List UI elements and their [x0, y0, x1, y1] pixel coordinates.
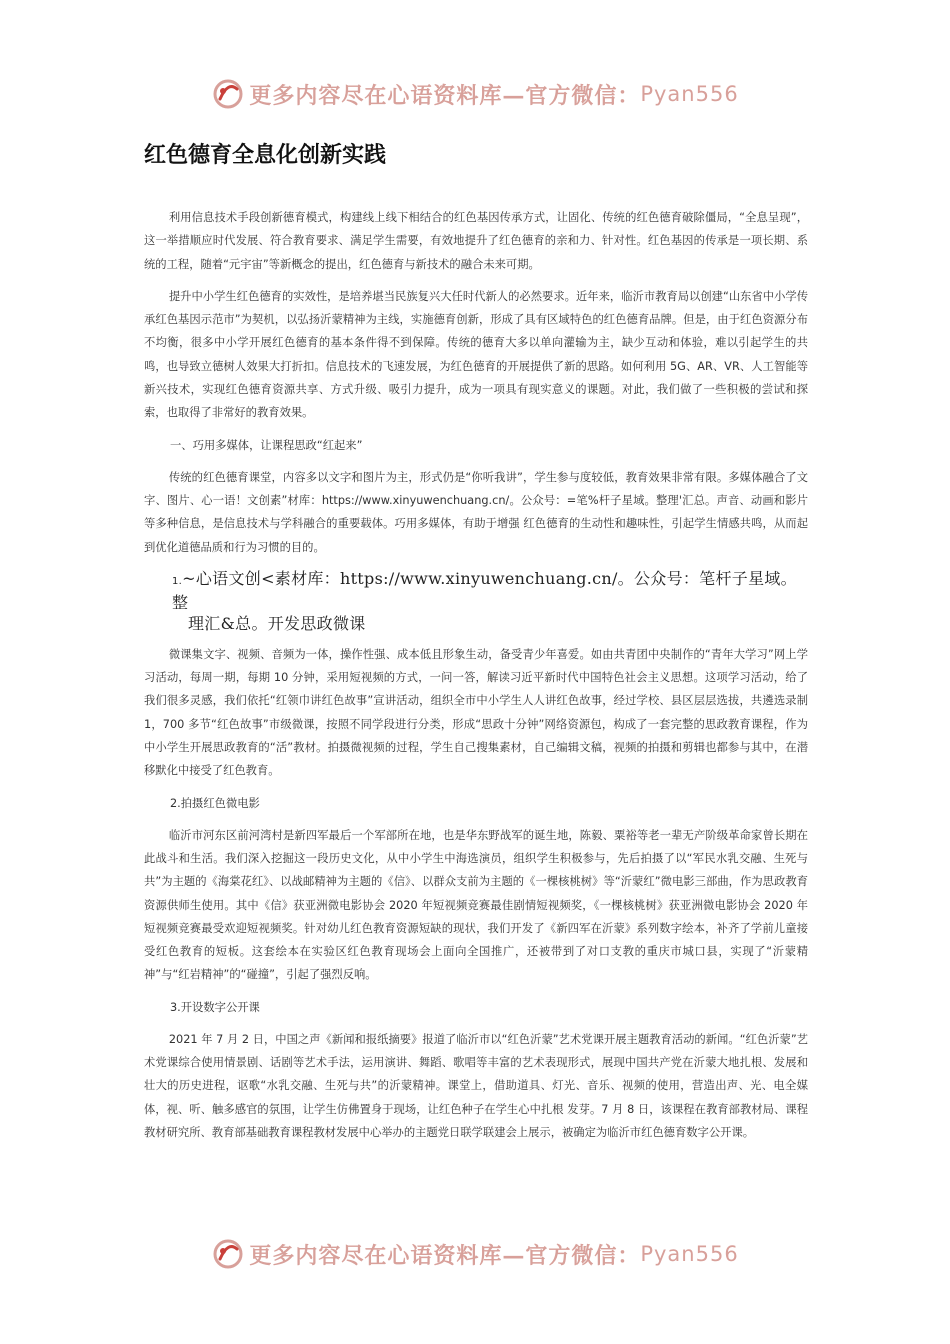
- subheading-line-2: 理汇&总。开发思政微课: [188, 613, 366, 633]
- document-title: 红色德育全息化创新实践: [144, 143, 387, 168]
- banner-text: 更多内容尽在心语资料库—官方微信：: [249, 1242, 641, 1269]
- subheading-micro-film: 2.拍摄红色微电影: [169, 796, 260, 810]
- paragraph-background: 提升中小学生红色德育的实效性，是培养堪当民族复兴大任时代新人的必然要求。近年来，临沂市教育局以创建“山东省中小学传承红色基因示范市”为契机，以弘扬沂蒙精神为主线，实施德育创新，形成了具有区域特色的红色德育品牌。但是，由于红色资源分布不均衡，很多中小学开展红色德育的基本条件得不到保障。传统的德育大多以单向灌输为主，缺少互动和体验，难以引起学生的共鸣，也导致立德树人效果大打折扣。信息技术的飞速发展，为红色德育的开展提供了新的思路。如何利用 5G、AR、VR、人工智能等新兴技术，实现红色德育资源共享、方式升级、吸引力提升，成为一项具有现实意义的课题。对此，我们做了一些积极的尝试和探索，也取得了非常好的教育效果。: [144, 289, 808, 420]
- paragraph-micro-film: 临沂市河东区前河湾村是新四军最后一个军部所在地，也是华东野战军的诞生地，陈毅、粟裕等老一辈无产阶级革命家曾长期在此战斗和生活。我们深入挖掘这一段历史文化，从中小学生中海选演员，组织学生积极参与，先后拍摄了以“军民水乳交融、生死与共”为主题的《海棠花红》、以战邮精神为主题的《信》、以群众支前为主题的《一棵核桃树》等“沂蒙红”微电影三部曲，作为思政教育资源供师生使用。其中《信》获亚洲微电影协会 2020 年短视频竞赛最佳剧情短视频奖，《一棵核桃树》获亚洲微电影协会 2020 年短视频竞赛最受欢迎短视频奖。针对幼儿红色教育资源短缺的现状，我们开发了《新四军在沂蒙》系列数字绘本，补齐了学前儿童接受红色教育的短板。这套绘本在实验区红色教育现场会上面向全国推广，还被带到了对口支教的重庆市城口县，实现了“沂蒙精神”与“红岩精神”的“碰撞”，引起了强烈反响。: [144, 828, 809, 982]
- header-watermark-banner: [0, 74, 950, 114]
- subheading-line-1: ~心语文创<素材库：https://www.xinyuwenchuang.cn/。公众号：笔杆子星域。整: [172, 568, 797, 612]
- subheading-open-class: 3.开设数字公开课: [169, 1000, 260, 1014]
- banner-wechat-id: Pyan556: [640, 82, 739, 106]
- paragraph-micro-course: 微课集文字、视频、音频为一体，操作性强、成本低且形象生动，备受青少年喜爱。如由共青团中央制作的“青年大学习”网上学习活动，每周一期，每期 10 分钟，采用短视频的方式，一问一答，解读习近平新时代中国特色社会主义思想。这项学习活动，给了我们很多灵感，我们依托“红领巾讲红色故事”宣讲活动，组织全市中小学生人人讲红色故事，经过学校、县区层层选拔，共遴选录制 1，700 多节“红色故事”市级微课，按照不同学段进行分类，形成“思政十分钟”网络资源包，构成了一套完整的思政教育课程，作为中小学生开展思政教育的“活”教材。拍摄微视频的过程，学生自己搜集素材，自己编辑文稿，视频的拍摄和剪辑也都参与其中，在潜移默化中接受了红色教育。: [144, 647, 808, 778]
- subheading-micro-course: [144, 568, 808, 634]
- footer-watermark-banner: [0, 1234, 950, 1274]
- paragraph-multimedia: 传统的红色德育课堂，内容多以文字和图片为主，形式仍是“你听我讲”，学生参与度较低，教育效果非常有限。多媒体融合了文字、图片、心一语！文创素”材库：https://www.xinyuwenchuang.cn/。公众号：=笔%杆子星域。整理'汇总。声音、动画和影片等多种信息，是信息技术与学科融合的重要载体。巧用多媒体，有助于增强 红色德育的生动性和趣味性，引起学生情感共鸣，从而起到优化道德品质和行为习惯的目的。: [144, 470, 808, 554]
- banner-text: 更多内容尽在心语资料库—官方微信：: [249, 82, 641, 109]
- banner-wechat-id: Pyan556: [640, 1242, 739, 1266]
- section-heading-1: 一、巧用多媒体，让课程思政“红起来”: [169, 438, 363, 452]
- document-body: [144, 206, 808, 1144]
- brand-logo-icon: [211, 77, 245, 111]
- brand-logo-icon: [211, 1237, 245, 1271]
- paragraph-intro: 利用信息技术手段创新德育模式，构建线上线下相结合的红色基因传承方式，让固化、传统的红色德育破除僵局，“全息呈现”，这一举措顺应时代发展、符合教育要求、满足学生需要，有效地提升了红色德育的亲和力、针对性。红色基因的传承是一项长期、系统的工程，随着“元宇宙”等新概念的提出，红色德育与新技术的融合未来可期。: [144, 211, 808, 271]
- paragraph-open-class: 2021 年 7 月 2 日，中国之声《新闻和报纸摘要》报道了临沂市以“红色沂蒙”艺术党课开展主题教育活动的新闻。“红色沂蒙”艺术党课综合使用情景剧、话剧等艺术手法，运用演讲、舞蹈、歌唱等丰富的艺术表现形式，展现中国共产党在沂蒙大地扎根、发展和壮大的历史进程，讴歌“水乳交融、生死与共”的沂蒙精神。课堂上，借助道具、灯光、音乐、视频的使用，营造出声、光、电全媒体，视、听、触多感官的氛围，让学生仿佛置身于现场，让红色种子在学生心中扎根 发芽。7 月 8 日，该课程在教育部教材局、课程教材研究所、教育部基础教育课程教材发展中心举办的主题党日联学联建会上展示，被确定为临沂市红色德育数字公开课。: [144, 1032, 808, 1139]
- subheading-number: 1.: [172, 575, 183, 587]
